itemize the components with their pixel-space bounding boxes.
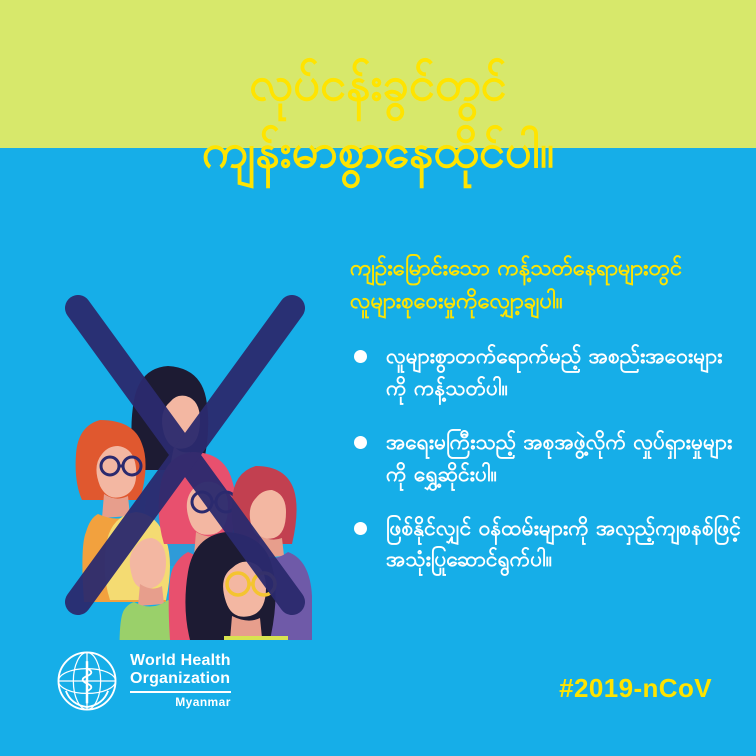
message-column — [350, 252, 742, 598]
bullet-dot-icon — [354, 436, 367, 449]
who-line-2: Organization — [130, 670, 231, 688]
lede-text: ကျဉ်းမြောင်းသော ကန့်သတ်နေရာများတွင် လူများစုဝေးမှုကိုလျှော့ချပါ။ — [350, 256, 683, 315]
bullet-text: အရေးမကြီးသည့် အစုအဖွဲ့လိုက် လှုပ်ရှားမှုများကို ရွှေ့ဆိုင်းပါ။ — [386, 429, 733, 486]
who-logo — [56, 650, 231, 712]
who-emblem-icon — [56, 650, 118, 712]
list-item — [350, 427, 742, 491]
illustration-crowd-crossed-out — [40, 270, 330, 640]
bullet-text: ဖြစ်နိုင်လျှင် ဝန်ထမ်းများကို အလှည့်ကျစနစ်ဖြင့် အသုံးပြုဆောင်ရွက်ပါ။ — [386, 515, 741, 572]
bullet-dot-icon — [354, 350, 367, 363]
list-item — [350, 341, 742, 405]
bullet-text: လူများစွာတက်ရောက်မည့် အစည်းအဝေးများကို ကန့်သတ်ပါ။ — [386, 343, 723, 400]
who-divider — [130, 691, 231, 693]
bullet-list — [350, 341, 742, 576]
who-line-1: World Health — [130, 652, 231, 670]
bullet-dot-icon — [354, 522, 367, 535]
headline — [0, 52, 756, 185]
list-item — [350, 513, 742, 577]
headline-line-1: လုပ်ငန်းခွင်တွင် — [249, 57, 507, 112]
headline-line-2: ကျန်းမာစွာနေထိုင်ပါ။ — [201, 123, 555, 179]
who-country: Myanmar — [175, 695, 231, 710]
who-wordmark — [130, 652, 231, 709]
hashtag: #2019-nCoV — [559, 673, 712, 703]
